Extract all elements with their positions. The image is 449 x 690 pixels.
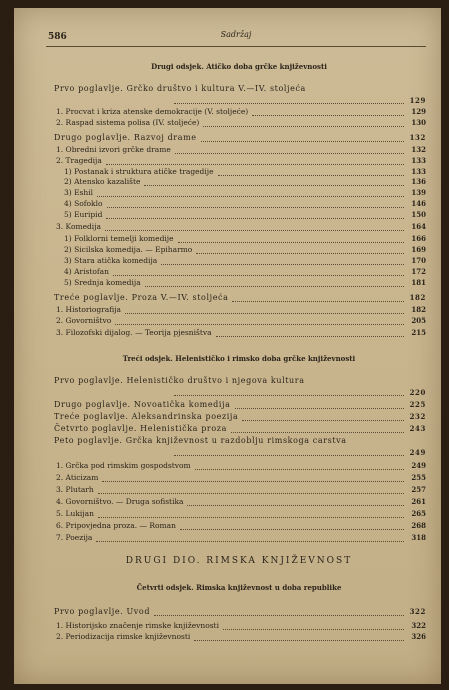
entry-page-number: 133 [411,167,426,176]
entry-page-number: 170 [411,256,426,265]
entry-title: 3. Plutarh [56,485,94,494]
entry-page-number: 265 [411,509,426,518]
dot-leader [106,216,404,219]
entry-page-number: 326 [411,632,426,641]
section-heading: Četvrti odsjek. Rimska književnost u doba republike [136,583,342,592]
entry-page-number: 215 [411,328,426,337]
dot-leader [201,139,404,142]
toc-entry [54,520,426,531]
toc-entry [54,496,426,507]
dot-leader [223,627,404,630]
entry-page-number: 130 [411,118,426,127]
dot-leader [194,638,404,641]
entry-title: 1. Obredni izvori grčke drame [56,145,171,154]
entry-title: Peto poglavlje. Grčka književnost u razdoblju rimskoga carstva [54,436,347,445]
toc-entry [54,144,426,155]
dot-leader [195,467,404,470]
running-title: Sadržaj [220,30,252,39]
dot-leader [203,124,404,127]
entry-title: 3. Komedija [56,222,102,231]
entry-title: 2. Periodizacija rimske književnosti [56,632,191,641]
entry-title: 1. Historiografija [56,305,122,314]
entry-page-number: 322 [409,607,426,616]
toc-entry [54,277,426,288]
entry-title: Treće poglavlje. Proza V.—IV. stoljeća [54,293,229,302]
entry-page-number: 139 [411,188,426,197]
dot-leader [145,284,404,287]
dot-leader [196,251,404,254]
toc-entry [54,106,426,117]
entry-title: 7. Poezija [56,533,93,542]
dot-leader [154,613,404,616]
entry-title: 4. Govorništvo. — Druga sofistika [56,497,184,506]
entry-title: 2. Govorništvo [56,316,112,325]
entry-title: 1. Grčka pod rimskim gospodstvom [56,461,191,470]
entry-title: 2. Raspad sistema polisa (IV. stoljeće) [56,118,200,127]
dot-leader [174,101,404,104]
toc-entry [54,244,426,255]
entry-title: 5) Euripid [64,210,103,219]
dot-leader [178,240,404,243]
entry-title: 2) Atensko kazalište [64,177,141,186]
entry-page-number: 249 [411,461,426,470]
entry-page-number: 182 [411,305,426,314]
entry-title: 2. Aticizam [56,473,99,482]
toc-entry [54,327,426,338]
entry-page-number: 133 [411,156,426,165]
entry-title: 3. Filozofski dijalog. — Teorija pjesništva [56,328,212,337]
entry-title: Četvrto poglavlje. Helenistička proza [54,424,227,433]
toc-entry [54,620,426,631]
dot-leader [107,205,404,208]
entry-title: Treće poglavlje. Aleksandrinska poezija [54,412,239,421]
entry-title: 5. Lukijan [56,509,94,518]
entry-page-number: 150 [411,210,426,219]
entry-page-number: 225 [409,400,426,409]
dot-leader [96,539,404,542]
entry-title: 1) Folklorni temelji komedije [64,234,174,243]
toc-entry [54,304,426,315]
dot-leader [97,194,404,197]
entry-title: Prvo poglavlje. Grčko društvo i kultura V.—IV. stoljeća [54,84,306,93]
page-header [46,28,426,47]
toc-entry [54,508,426,519]
entry-page-number: 181 [411,278,426,287]
toc-entry [54,472,426,483]
entry-page-number: 322 [411,621,426,630]
toc-entry [54,233,426,244]
dot-leader [98,491,404,494]
dot-leader [180,527,404,530]
entry-title: 2. Tragedija [56,156,102,165]
dot-leader [231,430,404,433]
book-page [14,8,441,684]
dot-leader [144,183,404,186]
entry-title: 1. Historijsko značenje rimske književnosti [56,621,219,630]
toc-entry [54,221,426,232]
dot-leader [187,503,404,506]
entry-title: 4) Aristofan [64,267,109,276]
entry-page-number: 132 [409,133,426,142]
dot-leader [175,151,404,154]
entry-page-number: 129 [409,96,426,105]
entry-page-number: 129 [411,107,426,116]
toc-chapter-entry [54,399,426,410]
part-title: DRUGI DIO. RIMSKA KNJIŽEVNOST [125,556,353,566]
entry-title: 4) Sofoklo [64,199,103,208]
dot-leader [105,228,404,231]
entry-page-number: 146 [411,199,426,208]
toc-entry [54,117,426,128]
entry-page-number: 164 [411,222,426,231]
entry-title: 1) Postanak i struktura atičke tragedije [64,167,214,176]
toc-chapter-entry [54,606,426,617]
toc-chapter-entry [54,292,426,303]
dot-leader [161,262,404,265]
entry-page-number: 249 [409,448,426,457]
section-heading: Treći odsjek. Helenističko i rimsko doba grčke književnosti [122,354,356,363]
entry-page-number: 166 [411,234,426,243]
toc-chapter-entry [54,411,426,422]
entry-page-number: 220 [409,388,426,397]
entry-title: 2) Sicilska komedija. — Epiharmo [64,245,193,254]
toc-entry [54,176,426,187]
entry-page-number: 243 [409,424,426,433]
toc-entry [54,255,426,266]
dot-leader [252,113,404,116]
toc-chapter-entry [54,84,426,106]
dot-leader [174,393,404,396]
toc-chapter-entry [54,423,426,434]
dot-leader [115,322,404,325]
entry-page-number: 136 [411,177,426,186]
dot-leader [98,515,404,518]
dot-leader [242,418,404,421]
toc-chapter-entry [54,376,426,398]
entry-page-number: 182 [409,293,426,302]
dot-leader [125,311,404,314]
section-heading: Drugi odsjek. Atičko doba grčke književnosti [151,62,327,71]
toc-chapter-entry [54,132,426,143]
toc-entry [54,631,426,642]
entry-title: Prvo poglavlje. Uvod [54,607,151,616]
dot-leader [216,334,404,337]
entry-page-number: 268 [411,521,426,530]
toc-chapter-entry [54,436,426,458]
toc-entry [54,460,426,471]
entry-page-number: 132 [411,145,426,154]
entry-page-number: 257 [411,485,426,494]
entry-title: 5) Srednja komedija [64,278,141,287]
entry-page-number: 255 [411,473,426,482]
toc-entry [54,187,426,198]
toc-entry [54,484,426,495]
dot-leader [106,162,404,165]
entry-title: 3) Eshil [64,188,94,197]
entry-title: Drugo poglavlje. Novoatička komedija [54,400,231,409]
toc-entry [54,209,426,220]
entry-page-number: 318 [411,533,426,542]
toc-entry [54,315,426,326]
entry-page-number: 261 [411,497,426,506]
entry-title: 1. Procvat i kriza atenske demokracije (V. stoljeće) [56,107,249,116]
page-number: 586 [48,32,67,42]
dot-leader [174,453,404,456]
toc-entry [54,198,426,209]
entry-page-number: 172 [411,267,426,276]
dot-leader [232,299,404,302]
toc-entry [54,155,426,166]
entry-page-number: 232 [409,412,426,421]
dot-leader [113,273,404,276]
entry-title: 6. Pripovjedna proza. — Roman [56,521,176,530]
dot-leader [102,479,404,482]
entry-title: Prvo poglavlje. Helenističko društvo i njegova kultura [54,376,305,385]
entry-page-number: 169 [411,245,426,254]
entry-page-number: 205 [411,316,426,325]
toc-entry [54,266,426,277]
toc-entry [54,532,426,543]
entry-title: Drugo poglavlje. Razvoj drame [54,133,197,142]
dot-leader [235,406,404,409]
entry-title: 3) Stara atička komedija [64,256,158,265]
